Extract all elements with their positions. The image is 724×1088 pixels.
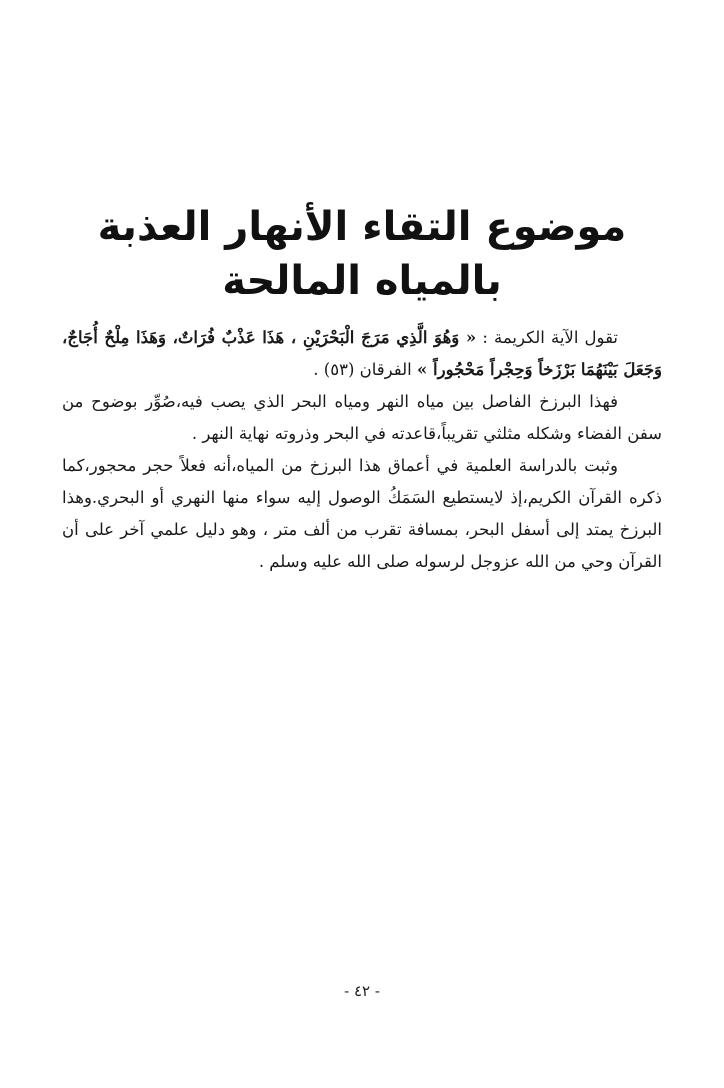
title-line-1: موضوع التقاء الأنهار العذبة <box>97 204 627 250</box>
chapter-title <box>60 200 664 308</box>
paragraph-verse <box>62 322 662 386</box>
paragraph-barrier: فهذا البرزخ الفاصل بين مياه النهر ومياه البحر الذي يصب فيه،صُوِّر بوضوح من سفن الفضاء وشكله مثلثي تقريباً،قاعدته في البحر وذروته نهاية النهر . <box>62 392 662 443</box>
body-text <box>62 322 662 578</box>
title-line-2: بالمياه المالحة <box>222 258 502 304</box>
quran-verse: « وَهُوَ الَّذِي مَرَجَ الْبَحْرَيْنِ ، هَذَا عَذْبٌ فُرَاتٌ، وَهَذَا مِلْحٌ أُجَاجٌ، وَجَعَلَ بَيْنَهُمَا بَرْزَخاً وَحِجْراً مَحْجُوراً » <box>62 328 662 379</box>
page-number: - ٤٢ - <box>344 982 380 1000</box>
verse-citation: الفرقان (٥٣) . <box>313 360 417 379</box>
paragraph-study: وثبت بالدراسة العلمية في أعماق هذا البرزخ من المياه،أنه فعلاً حجر محجور،كما ذكره القرآن الكريم،إذ لايستطيع السَمَكُ الوصول إليه سواء منها النهري أو البحري.وهذا البرزخ يمتد إلى أسفل البحر، بمسافة تقرب من ألف متر ، وهو دليل علمي آخر على أن القرآن وحي من الله عزوجل لرسوله صلى الله عليه وسلم . <box>62 456 662 571</box>
verse-intro: تقول الآية الكريمة : <box>476 328 619 347</box>
